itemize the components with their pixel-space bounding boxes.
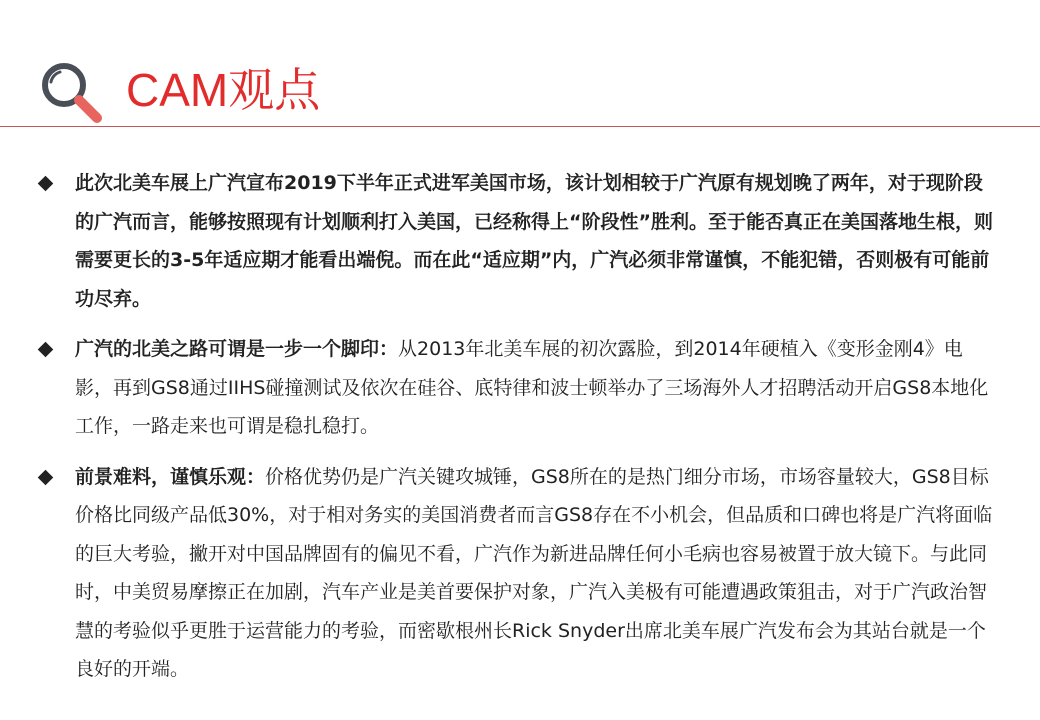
- bullet-item: [0, 458, 1040, 689]
- bullet-lead: 广汽的北美之路可谓是一步一个脚印：: [75, 338, 399, 360]
- bullet-lead: 前景难料，谨慎乐观：: [75, 465, 266, 488]
- bullet-text: 从2013年北美车展的初次露脸，到2014年硬植入《变形金刚4》电影，再到GS8通过IIHS碰撞测试及依次在硅谷、底特律和波士顿举办了三场海外人才招聘活动开启GS8本地化工作，一路走来也可谓是稳扎稳打。: [75, 338, 989, 437]
- diamond-bullet-icon: [38, 469, 54, 485]
- magnifier-icon: [38, 60, 108, 126]
- bullet-list: [0, 164, 1040, 689]
- bullet-text: 此次北美车展上广汽宣布2019下半年正式进军美国市场，该计划相较于广汽原有规划晚了两年，对于现阶段的广汽而言，能够按照现有计划顺利打入美国，已经称得上“阶段性”胜利。至于能否真正在美国落地生根，则需要更长的3-5年适应期才能看出端倪。而在此“适应期”内，广汽必须非常谨慎，不能犯错，否则极有可能前功尽弃。: [75, 172, 993, 310]
- diamond-bullet-icon: [38, 342, 54, 358]
- title-divider: [0, 126, 1040, 127]
- slide-header: [0, 0, 1040, 128]
- page-title: CAM观点: [126, 64, 321, 116]
- bullet-text: 价格优势仍是广汽关键攻城锤，GS8所在的是热门细分市场，市场容量较大，GS8目标价格比同级产品低30%，对于相对务实的美国消费者而言GS8存在不小机会，但品质和口碑也将是广汽将面临的巨大考验，撇开对中国品牌固有的偏见不看，广汽作为新进品牌任何小毛病也容易被置于放大镜下。与此同时，中美贸易摩擦正在加剧，汽车产业是美首要保护对象，广汽入美极有可能遭遇政策狙击，对于广汽政治智慧的考验似乎更胜于运营能力的考验，而密歇根州长Rick Snyder出席北美车展广汽发布会为其站台就是一个良好的开端。: [75, 465, 993, 680]
- bullet-item: [0, 330, 1040, 446]
- bullet-item: [0, 164, 1040, 318]
- diamond-bullet-icon: [38, 176, 54, 192]
